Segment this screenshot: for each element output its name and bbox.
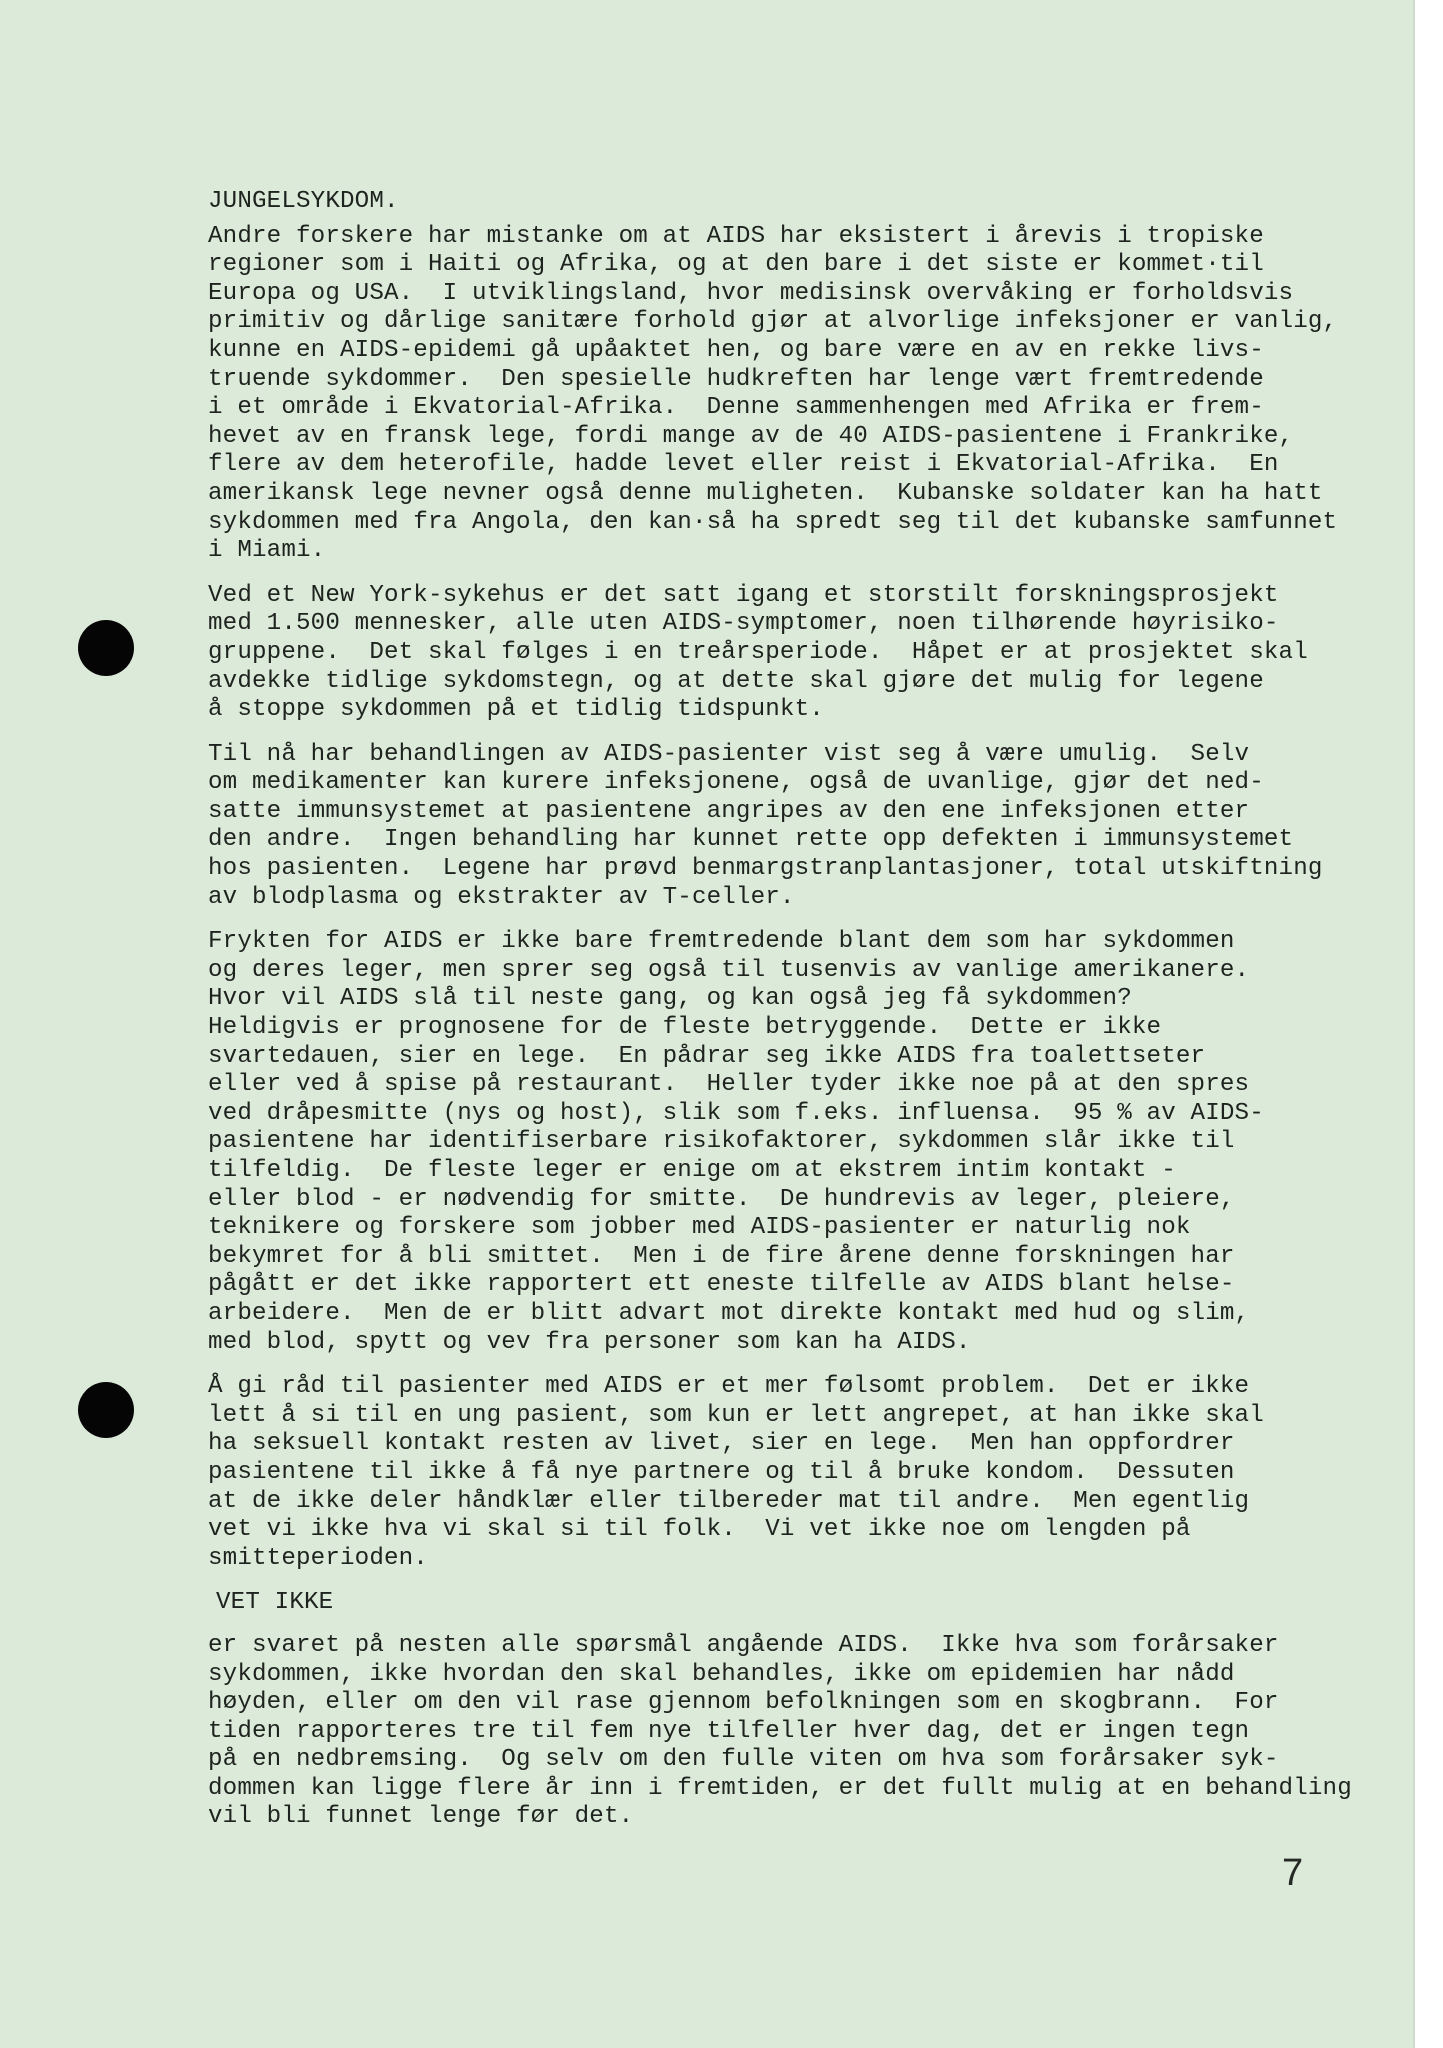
paragraph-3 (208, 741, 1348, 913)
text-line: smitteperioden. (208, 1544, 428, 1572)
text-line: hevet av en fransk lege, fordi mange av de 40 AIDS-pasientene i Frankrike, (208, 422, 1294, 450)
text-line: og deres leger, men sprer seg også til tusenvis av vanlige amerikanere. (208, 956, 1250, 984)
text-line: på en nedbremsing. Og selv om den fulle viten om hva som forårsaker syk- (208, 1746, 1279, 1774)
text-line: hos pasienten. Legene har prøvd benmargstranplantasjoner, total utskiftning (208, 855, 1323, 883)
text-line: med 1.500 mennesker, alle uten AIDS-symptomer, noen tilhørende høyrisiko- (208, 610, 1279, 638)
text-line: at de ikke deler håndklær eller tilbereder mat til andre. Men egentlig (208, 1487, 1250, 1515)
text-line: i Miami. (208, 537, 326, 565)
text-line: svartedauen, sier en lege. En pådrar seg ikke AIDS fra toalettseter (208, 1042, 1206, 1070)
text-line: satte immunsystemet at pasientene angripes av den ene infeksjonen etter (208, 797, 1250, 825)
text-line: kunne en AIDS-epidemi gå upåaktet hen, og bare være en av en rekke livs- (208, 336, 1264, 364)
text-line: Å gi råd til pasienter med AIDS er et mer følsomt problem. Det er ikke (208, 1373, 1250, 1401)
paragraph-6 (208, 1631, 1352, 1832)
text-line: eller blod - er nødvendig for smitte. De hundrevis av leger, pleiere, (208, 1185, 1235, 1213)
paragraph-1 (208, 223, 1348, 566)
text-line: å stoppe sykdommen på et tidlig tidspunkt. (208, 696, 824, 724)
text-line: tilfeldig. De fleste leger er enige om at ekstrem intim kontakt - (208, 1157, 1176, 1184)
text-line: av blodplasma og ekstrakter av T-celler. (208, 883, 795, 911)
punch-hole-bottom (78, 1382, 134, 1438)
text-line: sykdommen med fra Angola, den kan·så ha spredt seg til det kubanske samfunnet (208, 508, 1338, 536)
text-line: høyden, eller om den vil rase gjennom befolkningen som en skogbrann. For (208, 1689, 1279, 1717)
text-line: vet vi ikke hva vi skal si til folk. Vi vet ikke noe om lengden på (208, 1516, 1191, 1544)
section-heading-vet-ikke: VET IKKE (216, 1589, 334, 1617)
text-line: pasientene har identifiserbare risikofaktorer, sykdommen slår ikke til (208, 1128, 1235, 1156)
scan-margin (1415, 0, 1443, 2048)
text-line: gruppene. Det skal følges i en treårsperiode. Håpet er at prosjektet skal (208, 638, 1308, 666)
text-line: pågått er det ikke rapportert ett eneste tilfelle av AIDS blant helse- (208, 1271, 1235, 1299)
text-line: Andre forskere har mistanke om at AIDS har eksistert i årevis i tropiske (208, 222, 1264, 250)
document-body (208, 188, 1352, 1848)
text-line: Heldigvis er prognosene for de fleste betryggende. Dette er ikke (208, 1014, 1162, 1042)
paragraph-5 (208, 1373, 1348, 1573)
text-line: primitiv og dårlige sanitære forhold gjør at alvorlige infeksjoner er vanlig, (208, 308, 1338, 336)
text-line: truende sykdommer. Den spesielle hudkreften har lenge vært fremtredende (208, 365, 1264, 393)
text-line: i et område i Ekvatorial-Afrika. Denne sammenhengen med Afrika er frem- (208, 394, 1264, 422)
text-line: vil bli funnet lenge før det. (208, 1803, 634, 1831)
text-line: regioner som i Haiti og Afrika, og at den bare i det siste er kommet·til (208, 251, 1264, 279)
text-line: lett å si til en ung pasient, som kun er lett angrepet, at han ikke skal (208, 1401, 1264, 1429)
text-line: avdekke tidlige sykdomstegn, og at dette skal gjøre det mulig for legene (208, 667, 1264, 695)
text-line: Ved et New York-sykehus er det satt igang et storstilt forskningsprosjekt (208, 581, 1279, 609)
text-line: med blod, spytt og vev fra personer som kan ha AIDS. (208, 1328, 971, 1356)
text-line: ha seksuell kontakt resten av livet, sier en lege. Men han oppfordrer (208, 1430, 1235, 1458)
text-line: dommen kan ligge flere år inn i fremtiden, er det fullt mulig at en behandling (208, 1774, 1352, 1802)
text-line: ved dråpesmitte (nys og host), slik som f.eks. influensa. 95 % av AIDS- (208, 1099, 1264, 1127)
text-line: Europa og USA. I utviklingsland, hvor medisinsk overvåking er forholdsvis (208, 279, 1294, 307)
text-line: amerikansk lege nevner også denne muligheten. Kubanske soldater kan ha hatt (208, 479, 1323, 507)
page-number: 7 (1282, 1852, 1304, 1894)
text-line: pasientene til ikke å få nye partnere og til å bruke kondom. Dessuten (208, 1458, 1235, 1486)
text-line: teknikere og forskere som jobber med AIDS-pasienter er naturlig nok (208, 1214, 1191, 1242)
text-line: den andre. Ingen behandling har kunnet rette opp defekten i immunsystemet (208, 826, 1294, 854)
text-line: Frykten for AIDS er ikke bare fremtredende blant dem som har sykdommen (208, 928, 1235, 956)
punch-hole-top (78, 620, 134, 676)
text-line: bekymret for å bli smittet. Men i de fire årene denne forskningen har (208, 1242, 1235, 1270)
paragraph-2 (208, 582, 1348, 725)
text-line: eller ved å spise på restaurant. Heller tyder ikke noe på at den spres (208, 1071, 1250, 1099)
text-line: flere av dem heterofile, hadde levet eller reist i Ekvatorial-Afrika. En (208, 451, 1279, 479)
text-line: arbeidere. Men de er blitt advart mot direkte kontakt med hud og slim, (208, 1299, 1250, 1327)
text-line: tiden rapporteres tre til fem nye tilfeller hver dag, det er ingen tegn (208, 1717, 1250, 1745)
section-heading-jungelsykdom: JUNGELSYKDOM. (208, 188, 399, 215)
text-line: er svaret på nesten alle spørsmål angående AIDS. Ikke hva som forårsaker (208, 1631, 1279, 1659)
text-line: Hvor vil AIDS slå til neste gang, og kan også jeg få sykdommen? (208, 985, 1132, 1013)
text-line: Til nå har behandlingen av AIDS-pasienter vist seg å være umulig. Selv (208, 740, 1250, 768)
paragraph-4 (208, 928, 1348, 1357)
text-line: sykdommen, ikke hvordan den skal behandles, ikke om epidemien har nådd (208, 1660, 1235, 1688)
text-line: om medikamenter kan kurere infeksjonene, også de uvanlige, gjør det ned- (208, 769, 1264, 797)
